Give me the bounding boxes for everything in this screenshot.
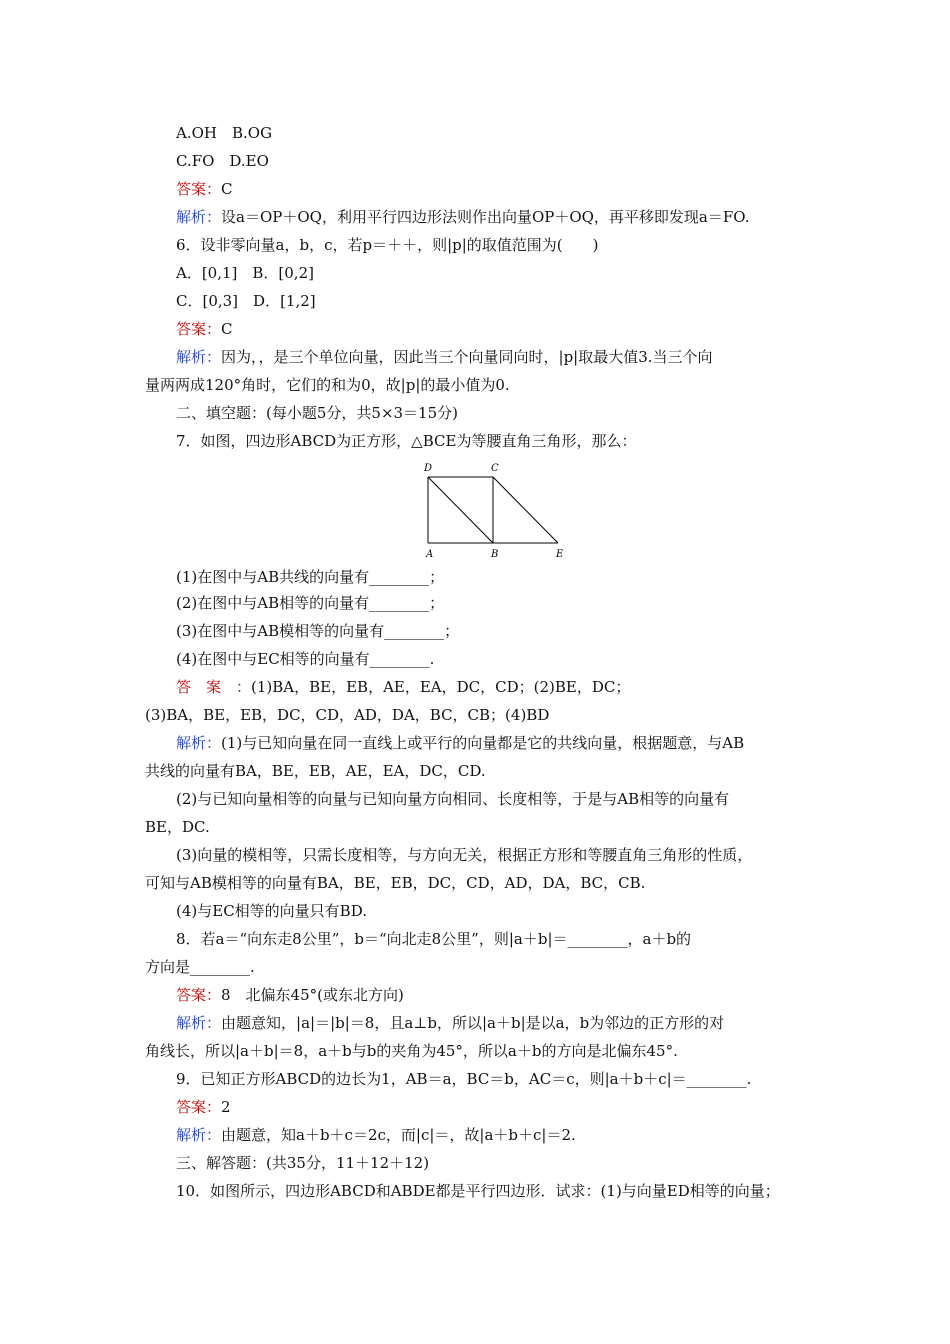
analysis-continued: 可知与AB模相等的向量有BA，BE，EB，DC，CD，AD，DA，BC，CB. [145,874,646,892]
vertex-a-label: A [426,549,434,560]
analysis-text: 由题意，知a＋b＋c＝2c，而|c|＝，故|a＋b＋c|＝2. [221,1126,576,1144]
answer-continued: (3)BA，BE，EB，DC，CD，AD，DA，BC，CB；(4)BD [145,706,550,724]
answer-line [176,985,404,1005]
option-line: A.OH B.OG [176,124,273,142]
figure-svg [418,458,568,562]
analysis-line [176,733,744,753]
vertex-e-label: E [556,549,564,560]
answer-label: 答案： [176,180,222,198]
analysis-line [176,1013,724,1033]
vertex-b-label: B [491,549,499,560]
answer-label: 答案： [176,1098,222,1116]
analysis-text: 设a＝OP＋OQ，利用平行四边形法则作出向量OP＋OQ，再平移即发现a＝FO. [221,208,750,226]
analysis-paragraph: (4)与EC相等的向量只有BD. [176,902,367,920]
analysis-line [176,347,713,367]
option-line: C.FO D.EO [176,152,269,170]
analysis-continued: 量两两成120°角时，它们的和为0，故|p|的最小值为0. [145,376,510,394]
answer-line [176,1097,231,1117]
blank-line: (4)在图中与EC相等的向量有________. [176,650,435,668]
edge-db [428,477,493,543]
analysis-label: 解析： [176,1126,222,1144]
question-9: 9．已知正方形ABCD的边长为1，AB＝a，BC＝b，AC＝c，则|a＋b＋c|＝________. [176,1070,752,1088]
question-10: 10．如图所示，四边形ABCD和ABDE都是平行四边形．试求：(1)与向量ED相等的向量； [176,1182,780,1200]
vertex-d-label: D [424,463,433,474]
analysis-label: 解析： [176,348,222,366]
edge-ce [493,477,558,543]
vertex-c-label: C [491,463,499,474]
answer-value: 2 [221,1098,231,1116]
answer-value: (1)BA，BE，EB，AE，EA，DC，CD；(2)BE，DC； [251,678,631,696]
analysis-paragraph: (2)与已知向量相等的向量与已知向量方向相同、长度相等，于是与AB相等的向量有 [176,790,730,808]
answer-label: 答案： [176,320,222,338]
answer-label: 答案： [176,986,222,1004]
analysis-text: (1)与已知向量在同一直线上或平行的向量都是它的共线向量，根据题意，与AB [221,734,745,752]
answer-line [176,677,630,697]
answer-value: 8 北偏东45°(或东北方向) [221,986,404,1004]
analysis-label: 解析： [176,734,222,752]
answer-line [176,319,233,339]
section-heading: 二、填空题：(每小题5分，共5×3＝15分) [176,404,458,422]
question-7: 7．如图，四边形ABCD为正方形，△BCE为等腰直角三角形，那么： [176,432,637,450]
analysis-paragraph: (3)向量的模相等，只需长度相等，与方向无关，根据正方形和等腰直角三角形的性质， [176,846,753,864]
blank-line: (1)在图中与AB共线的向量有________； [176,568,445,586]
figure-lines [428,477,558,543]
option-line: A．[0,1] B．[0,2] [176,264,314,282]
blank-line: (2)在图中与AB相等的向量有________； [176,594,445,612]
answer-line [176,179,233,199]
analysis-continued: 共线的向量有BA，BE，EB，AE，EA，DC，CD. [145,762,486,780]
analysis-continued: 角线长，所以|a＋b|＝8，a＋b与b的夹角为45°，所以a＋b的方向是北偏东45°. [145,1042,678,1060]
question-continued: 方向是________. [145,958,255,976]
analysis-text: 因为，，是三个单位向量，因此当三个向量同向时，|p|取最大值3.当三个向 [221,348,713,366]
blank-line: (3)在图中与AB模相等的向量有________； [176,622,460,640]
answer-value: C [221,180,233,198]
answer-value: C [221,320,233,338]
option-line: C．[0,3] D．[1,2] [176,292,316,310]
answer-label: 答 案 ： [176,678,252,696]
analysis-continued: BE，DC. [145,818,210,836]
analysis-line [176,207,749,227]
analysis-label: 解析： [176,208,222,226]
analysis-label: 解析： [176,1014,222,1032]
square-triangle-figure [418,458,568,562]
question-8: 8．若a＝“向东走8公里”，b＝“向北走8公里”，则|a＋b|＝________，a＋b的 [176,930,692,948]
section-heading: 三、解答题：(共35分，11＋12＋12) [176,1154,430,1172]
question-6: 6．设非零向量a，b，c，若p＝＋＋，则|p|的取值范围为( ) [176,236,599,254]
analysis-text: 由题意知，|a|＝|b|＝8，且a⊥b，所以|a＋b|是以a，b为邻边的正方形的对 [221,1014,725,1032]
analysis-line [176,1125,576,1145]
